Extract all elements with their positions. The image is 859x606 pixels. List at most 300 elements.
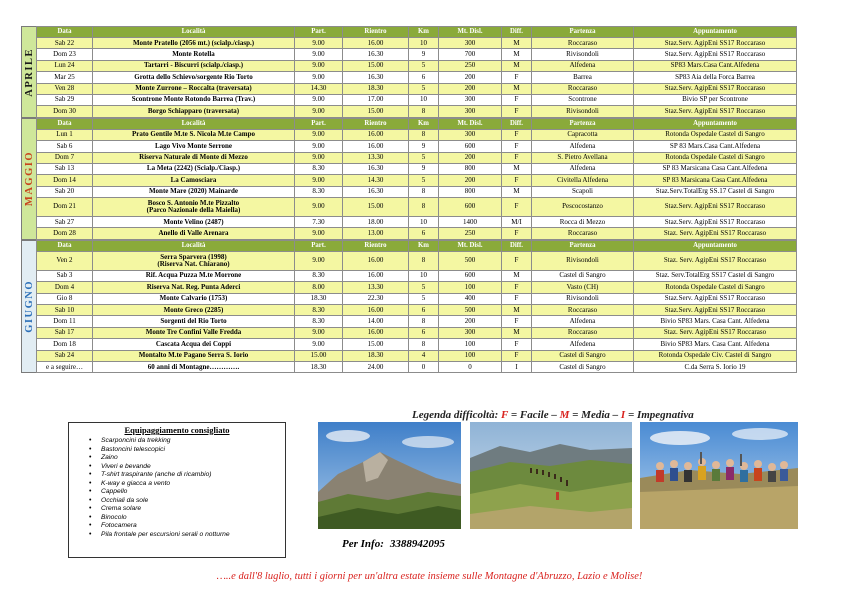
cell-app: Staz. Serv. AgipEni SS17 Roccaraso xyxy=(634,228,797,239)
cell-diff: M xyxy=(502,163,532,174)
cell-partenza: Pescocostanzo xyxy=(532,198,634,217)
cell-loc xyxy=(93,339,295,350)
location-name: La Meta (2242) (Scialp./Ciasp.) xyxy=(146,164,241,173)
column-header: Località xyxy=(93,27,295,38)
cell-data: Sab 24 xyxy=(37,350,93,361)
cell-loc xyxy=(93,72,295,83)
cell-partenza: Vasto (CH) xyxy=(532,282,634,293)
cell-km: 10 xyxy=(409,94,439,105)
column-header: Mt. Disl. xyxy=(439,27,502,38)
cell-loc xyxy=(93,251,295,270)
cell-km: 8 xyxy=(409,186,439,197)
cell-diff: F xyxy=(502,72,532,83)
cell-loc xyxy=(93,270,295,281)
cell-partenza: Roccaraso xyxy=(532,305,634,316)
table-row xyxy=(37,72,797,83)
cell-rientro: 24.00 xyxy=(343,361,409,372)
cell-data: e a seguire… xyxy=(37,361,93,372)
cell-diff: M xyxy=(502,83,532,94)
column-header: Località xyxy=(93,118,295,129)
cell-loc xyxy=(93,152,295,163)
table-row xyxy=(37,175,797,186)
cell-app: Staz. Serv. AgipEni SS17 Roccaraso xyxy=(634,327,797,338)
table-row xyxy=(37,141,797,152)
cell-data: Sab 3 xyxy=(37,270,93,281)
location-name: Prato Gentile M.te S. Nicola M.te Campo xyxy=(131,130,256,139)
cell-diff: F xyxy=(502,94,532,105)
equipment-title: Equipaggiamento consigliato xyxy=(124,425,230,435)
column-header: Appuntamento xyxy=(634,118,797,129)
cell-km: 8 xyxy=(409,198,439,217)
cell-partenza: Scontrone xyxy=(532,94,634,105)
schedule-table xyxy=(23,26,796,373)
cell-loc xyxy=(93,327,295,338)
cell-part: 9.00 xyxy=(295,106,343,117)
location-name: Monte Mare (2020) Mainarde xyxy=(148,187,239,196)
cell-app: Staz.Serv. AgipEni SS17 Roccaraso xyxy=(634,106,797,117)
cell-part: 9.00 xyxy=(295,38,343,49)
cell-loc xyxy=(93,106,295,117)
cell-diff: F xyxy=(502,293,532,304)
column-header: Km xyxy=(409,118,439,129)
month-block-maggio xyxy=(23,118,796,240)
equipment-item: • K-way e giacca a vento xyxy=(89,480,279,489)
cell-disl: 600 xyxy=(439,270,502,281)
cell-data: Dom 23 xyxy=(37,49,93,60)
cell-partenza: Rivisondoli xyxy=(532,251,634,270)
equipment-item: • Crema solare xyxy=(89,505,279,514)
cell-rientro: 15.00 xyxy=(343,339,409,350)
cell-rientro: 16.00 xyxy=(343,270,409,281)
cell-rientro: 16.30 xyxy=(343,49,409,60)
cell-km: 10 xyxy=(409,270,439,281)
table-row xyxy=(37,38,797,49)
cell-rientro: 15.00 xyxy=(343,106,409,117)
cell-km: 10 xyxy=(409,217,439,228)
column-header: Rientro xyxy=(343,27,409,38)
column-header: Mt. Disl. xyxy=(439,118,502,129)
equipment-item: • Occhiali da sole xyxy=(89,497,279,506)
cell-part: 9.00 xyxy=(295,175,343,186)
cell-rientro: 15.00 xyxy=(343,60,409,71)
cell-diff: F xyxy=(502,316,532,327)
cell-rientro: 18.30 xyxy=(343,83,409,94)
cell-app: Rotonda Ospedale Civ. Castel di Sangro xyxy=(634,350,797,361)
cell-rientro: 14.00 xyxy=(343,316,409,327)
cell-loc xyxy=(93,350,295,361)
column-header: Data xyxy=(37,118,93,129)
table-row xyxy=(37,339,797,350)
cell-partenza: Scapoli xyxy=(532,186,634,197)
cell-data: Sab 27 xyxy=(37,217,93,228)
cell-loc xyxy=(93,60,295,71)
cell-app: C.da Serra S. Iorio 19 xyxy=(634,361,797,372)
cell-app: Staz.Serv. AgipEni SS17 Roccaraso xyxy=(634,293,797,304)
equipment-item: • Cappello xyxy=(89,488,279,497)
cell-data: Sab 6 xyxy=(37,141,93,152)
cell-loc xyxy=(93,361,295,372)
cell-data: Dom 7 xyxy=(37,152,93,163)
equipment-item: • Bastoncini telescopici xyxy=(89,446,279,455)
column-header: Km xyxy=(409,240,439,251)
cell-part: 9.00 xyxy=(295,339,343,350)
cell-app: Staz.Serv. AgipEni SS17 Roccaraso xyxy=(634,83,797,94)
cell-loc xyxy=(93,83,295,94)
month-name: MAGGIO xyxy=(23,151,35,207)
cell-app: SP83 Aia della Forca Barrea xyxy=(634,72,797,83)
cell-app: Staz.Serv.TotalErg SS.17 Castel di Sangro xyxy=(634,186,797,197)
cell-disl: 200 xyxy=(439,72,502,83)
cell-disl: 400 xyxy=(439,293,502,304)
cell-app: Bivio SP83 Mars. Casa Cant. Alfedena xyxy=(634,339,797,350)
location-name: Sorgenti del Rio Torto xyxy=(160,316,227,325)
cell-diff: F xyxy=(502,350,532,361)
location-name: Riserva Naturale di Monte di Mezzo xyxy=(139,153,248,162)
cell-loc xyxy=(93,186,295,197)
cell-diff: I xyxy=(502,361,532,372)
cell-disl: 300 xyxy=(439,94,502,105)
location-name: Scontrone Monte Rotondo Barrea (Trav.) xyxy=(131,95,256,104)
cell-partenza: Rocca di Mezzo xyxy=(532,217,634,228)
column-header: Appuntamento xyxy=(634,240,797,251)
cell-app: SP 83 Marsicana Casa Cant.Alfedena xyxy=(634,163,797,174)
table-row xyxy=(37,60,797,71)
location-name: Monte Greco (2285) xyxy=(163,305,224,314)
table-row xyxy=(37,228,797,239)
cell-data: Lun 1 xyxy=(37,129,93,140)
equipment-list xyxy=(75,437,279,539)
cell-rientro: 16.00 xyxy=(343,38,409,49)
month-label xyxy=(21,240,36,374)
location-name: Monte Calvario (1753) xyxy=(159,294,228,303)
cell-km: 8 xyxy=(409,106,439,117)
photo-hiking-group xyxy=(640,422,798,529)
legend-f-text: = Facile – xyxy=(508,409,560,421)
difficulty-legend xyxy=(412,409,694,421)
location-name: Borgo Schiapparo (traversata) xyxy=(147,106,240,115)
location-name: Bosco S. Antonio M.te Pizzalto xyxy=(147,198,240,207)
month-table xyxy=(36,240,797,374)
cell-km: 9 xyxy=(409,141,439,152)
cell-diff: F xyxy=(502,251,532,270)
cell-data: Dom 11 xyxy=(37,316,93,327)
column-header: Rientro xyxy=(343,240,409,251)
cell-km: 8 xyxy=(409,316,439,327)
cell-loc xyxy=(93,198,295,217)
cell-part: 9.00 xyxy=(295,72,343,83)
cell-disl: 300 xyxy=(439,327,502,338)
table-row xyxy=(37,163,797,174)
cell-rientro: 15.00 xyxy=(343,198,409,217)
cell-diff: F xyxy=(502,141,532,152)
cell-loc xyxy=(93,228,295,239)
cell-rientro: 18.00 xyxy=(343,217,409,228)
column-header: Diff. xyxy=(502,240,532,251)
column-header: Partenza xyxy=(532,240,634,251)
cell-diff: F xyxy=(502,129,532,140)
legend-prefix: Legenda difficoltà: xyxy=(412,409,501,421)
cell-rientro: 16.00 xyxy=(343,129,409,140)
cell-rientro: 16.30 xyxy=(343,163,409,174)
cell-partenza: Rivisondoli xyxy=(532,49,634,60)
cell-app: Staz.Serv. AgipEni SS17 Roccaraso xyxy=(634,49,797,60)
location-name: Monte Rotella xyxy=(172,49,215,58)
cell-disl: 200 xyxy=(439,152,502,163)
cell-disl: 200 xyxy=(439,316,502,327)
cell-rientro: 13.00 xyxy=(343,228,409,239)
column-header: Data xyxy=(37,27,93,38)
cell-part: 9.00 xyxy=(295,94,343,105)
cell-part: 8.30 xyxy=(295,186,343,197)
cell-loc xyxy=(93,293,295,304)
cell-partenza: Alfedena xyxy=(532,163,634,174)
cell-km: 5 xyxy=(409,83,439,94)
cell-diff: M xyxy=(502,38,532,49)
cell-diff: F xyxy=(502,228,532,239)
cell-app: Staz.Serv. AgipEni SS17 Roccaraso xyxy=(634,38,797,49)
equipment-item: • T-shirt traspirante (anche di ricambio) xyxy=(89,471,279,480)
cell-disl: 100 xyxy=(439,350,502,361)
cell-part: 9.00 xyxy=(295,60,343,71)
cell-diff: F xyxy=(502,282,532,293)
cell-disl: 200 xyxy=(439,175,502,186)
cell-app: Staz.Serv. AgipEni SS17 Roccaraso xyxy=(634,305,797,316)
cell-km: 8 xyxy=(409,251,439,270)
photo-hikers-ridge xyxy=(470,422,632,529)
table-row xyxy=(37,305,797,316)
cell-loc xyxy=(93,282,295,293)
location-name: Monte Velino (2487) xyxy=(163,217,224,226)
column-header: Diff. xyxy=(502,118,532,129)
cell-part: 9.00 xyxy=(295,129,343,140)
cell-diff: M xyxy=(502,327,532,338)
cell-diff: M xyxy=(502,60,532,71)
cell-app: Bivio SP per Scontrone xyxy=(634,94,797,105)
cell-part: 8.30 xyxy=(295,163,343,174)
cell-loc xyxy=(93,305,295,316)
location-name: Montalto M.te Pagano Serra S. Iorio xyxy=(138,351,249,360)
table-row xyxy=(37,198,797,217)
cell-data: Sab 10 xyxy=(37,305,93,316)
cell-km: 5 xyxy=(409,175,439,186)
cell-part: 9.00 xyxy=(295,141,343,152)
cell-rientro: 16.00 xyxy=(343,305,409,316)
column-header: Data xyxy=(37,240,93,251)
cell-km: 6 xyxy=(409,72,439,83)
cell-app: SP 83 Mars.Casa Cant.Alfedena xyxy=(634,141,797,152)
location-name: Tartarri - Biscurri (scialp./ciasp.) xyxy=(143,61,244,70)
location-name: 60 anni di Montagne…………. xyxy=(147,362,240,371)
cell-km: 0 xyxy=(409,361,439,372)
location-name: Riserva Nat. Reg. Punta Aderci xyxy=(146,282,241,291)
cell-disl: 300 xyxy=(439,38,502,49)
month-name: APRILE xyxy=(23,47,35,97)
cell-rientro: 17.00 xyxy=(343,94,409,105)
cell-rientro: 18.30 xyxy=(343,350,409,361)
cell-disl: 600 xyxy=(439,198,502,217)
cell-data: Dom 18 xyxy=(37,339,93,350)
cell-part: 8.00 xyxy=(295,282,343,293)
month-table xyxy=(36,118,797,240)
month-block-aprile xyxy=(23,26,796,118)
column-header: Part. xyxy=(295,118,343,129)
cell-data: Sab 13 xyxy=(37,163,93,174)
cell-diff: M xyxy=(502,305,532,316)
month-name: GIUGNO xyxy=(23,280,35,333)
cell-part: 9.00 xyxy=(295,198,343,217)
cell-partenza: Roccaraso xyxy=(532,83,634,94)
cell-part: 18.30 xyxy=(295,293,343,304)
location-name: Rif. Acqua Puzza M.te Morrone xyxy=(145,271,242,280)
cell-loc xyxy=(93,94,295,105)
cell-part: 8.30 xyxy=(295,305,343,316)
cell-loc xyxy=(93,175,295,186)
cell-km: 8 xyxy=(409,129,439,140)
location-name: La Camosciara xyxy=(170,175,217,184)
legend-f-letter: F xyxy=(501,409,509,421)
table-row xyxy=(37,316,797,327)
equipment-item: • Pila frontale per escursioni serali o notturne xyxy=(89,531,279,540)
table-row xyxy=(37,49,797,60)
cell-km: 9 xyxy=(409,163,439,174)
equipment-item: • Viveri e bevande xyxy=(89,463,279,472)
cell-km: 6 xyxy=(409,305,439,316)
cell-data: Gio 8 xyxy=(37,293,93,304)
cell-partenza: S. Pietro Avellana xyxy=(532,152,634,163)
cell-rientro: 22.30 xyxy=(343,293,409,304)
equipment-box xyxy=(68,422,286,558)
column-header: Rientro xyxy=(343,118,409,129)
cell-loc xyxy=(93,38,295,49)
column-header: Part. xyxy=(295,27,343,38)
cell-loc xyxy=(93,316,295,327)
cell-partenza: Rivisondoli xyxy=(532,293,634,304)
cell-app: SP 83 Marsicana Casa Cant.Alfedena xyxy=(634,175,797,186)
cell-disl: 500 xyxy=(439,251,502,270)
cell-disl: 700 xyxy=(439,49,502,60)
location-name: Anello di Valle Arenara xyxy=(158,228,229,237)
location-subtitle: (Riserva Nat. Chiarano) xyxy=(157,259,230,268)
cell-data: Mar 25 xyxy=(37,72,93,83)
column-header: Partenza xyxy=(532,27,634,38)
table-row xyxy=(37,361,797,372)
cell-disl: 100 xyxy=(439,282,502,293)
cell-app: Staz. Serv. AgipEni SS17 Roccaraso xyxy=(634,251,797,270)
info-phone: 3388942095 xyxy=(389,538,445,550)
cell-km: 5 xyxy=(409,60,439,71)
cell-part: 15.00 xyxy=(295,350,343,361)
cell-rientro: 16.00 xyxy=(343,251,409,270)
cell-partenza: Alfedena xyxy=(532,339,634,350)
equipment-item: • Zaino xyxy=(89,454,279,463)
table-header-row xyxy=(37,240,797,251)
cell-diff: F xyxy=(502,339,532,350)
table-row xyxy=(37,350,797,361)
cell-disl: 250 xyxy=(439,60,502,71)
month-block-giugno xyxy=(23,240,796,374)
location-name: Serra Sparvera (1998) xyxy=(160,252,227,261)
column-header: Località xyxy=(93,240,295,251)
table-header-row xyxy=(37,118,797,129)
cell-km: 5 xyxy=(409,152,439,163)
location-name: Monte Tre Confini Valle Fredda xyxy=(145,328,242,337)
table-row xyxy=(37,129,797,140)
cell-disl: 250 xyxy=(439,228,502,239)
cell-km: 5 xyxy=(409,282,439,293)
cell-diff: M xyxy=(502,186,532,197)
cell-data: Sab 20 xyxy=(37,186,93,197)
cell-part: 8.30 xyxy=(295,316,343,327)
cell-app: Staz.Serv. AgipEni SS17 Roccaraso xyxy=(634,198,797,217)
legend-m-text: = Media – xyxy=(569,409,621,421)
cell-disl: 300 xyxy=(439,129,502,140)
cell-part: 9.00 xyxy=(295,327,343,338)
cell-loc xyxy=(93,163,295,174)
column-header: Appuntamento xyxy=(634,27,797,38)
cell-rientro: 16.00 xyxy=(343,327,409,338)
cell-rientro: 14.30 xyxy=(343,175,409,186)
legend-i-letter: I xyxy=(620,409,626,421)
cell-data: Lun 24 xyxy=(37,60,93,71)
cell-part: 9.00 xyxy=(295,251,343,270)
cell-part: 18.30 xyxy=(295,361,343,372)
cell-diff: F xyxy=(502,106,532,117)
location-name: Cascata Acqua dei Coppi xyxy=(155,339,232,348)
cell-app: SP83 Mars.Casa Cant.Alfedena xyxy=(634,60,797,71)
cell-app: Rotonda Ospedale Castel di Sangro xyxy=(634,152,797,163)
cell-disl: 800 xyxy=(439,163,502,174)
cell-km: 6 xyxy=(409,327,439,338)
cell-rientro: 16.30 xyxy=(343,72,409,83)
cell-disl: 500 xyxy=(439,305,502,316)
location-name: Lago Vivo Monte Serrone xyxy=(154,141,233,150)
location-subtitle: (Parco Nazionale della Maiella) xyxy=(146,206,241,215)
cell-partenza: Castel di Sangro xyxy=(532,361,634,372)
cell-km: 9 xyxy=(409,49,439,60)
cell-partenza: Civitella Alfedena xyxy=(532,175,634,186)
table-row xyxy=(37,251,797,270)
cell-partenza: Castel di Sangro xyxy=(532,350,634,361)
cell-data: Dom 14 xyxy=(37,175,93,186)
table-row xyxy=(37,94,797,105)
cell-disl: 800 xyxy=(439,186,502,197)
cell-rientro: 16.00 xyxy=(343,141,409,152)
cell-km: 5 xyxy=(409,293,439,304)
cell-loc xyxy=(93,49,295,60)
table-row xyxy=(37,106,797,117)
column-header: Mt. Disl. xyxy=(439,240,502,251)
table-row xyxy=(37,327,797,338)
cell-km: 6 xyxy=(409,228,439,239)
photo-mountain-peak xyxy=(318,422,461,529)
cell-part: 9.00 xyxy=(295,49,343,60)
cell-rientro: 13.30 xyxy=(343,152,409,163)
cell-diff: F xyxy=(502,175,532,186)
table-row xyxy=(37,186,797,197)
cell-data: Sab 17 xyxy=(37,327,93,338)
cell-data: Dom 28 xyxy=(37,228,93,239)
cell-data: Sab 22 xyxy=(37,38,93,49)
cell-part: 9.00 xyxy=(295,152,343,163)
cell-data: Ven 2 xyxy=(37,251,93,270)
cell-disl: 100 xyxy=(439,339,502,350)
cell-diff: M xyxy=(502,49,532,60)
footer-tagline: …..e dall'8 luglio, tutti i giorni per un'altra estate insieme sulle Montagne d'Abruzzo, Lazio e Molise! xyxy=(216,571,643,582)
cell-partenza: Rivisondoli xyxy=(532,106,634,117)
cell-partenza: Alfedena xyxy=(532,60,634,71)
equipment-item: • Fotocamera xyxy=(89,522,279,531)
cell-partenza: Castel di Sangro xyxy=(532,270,634,281)
